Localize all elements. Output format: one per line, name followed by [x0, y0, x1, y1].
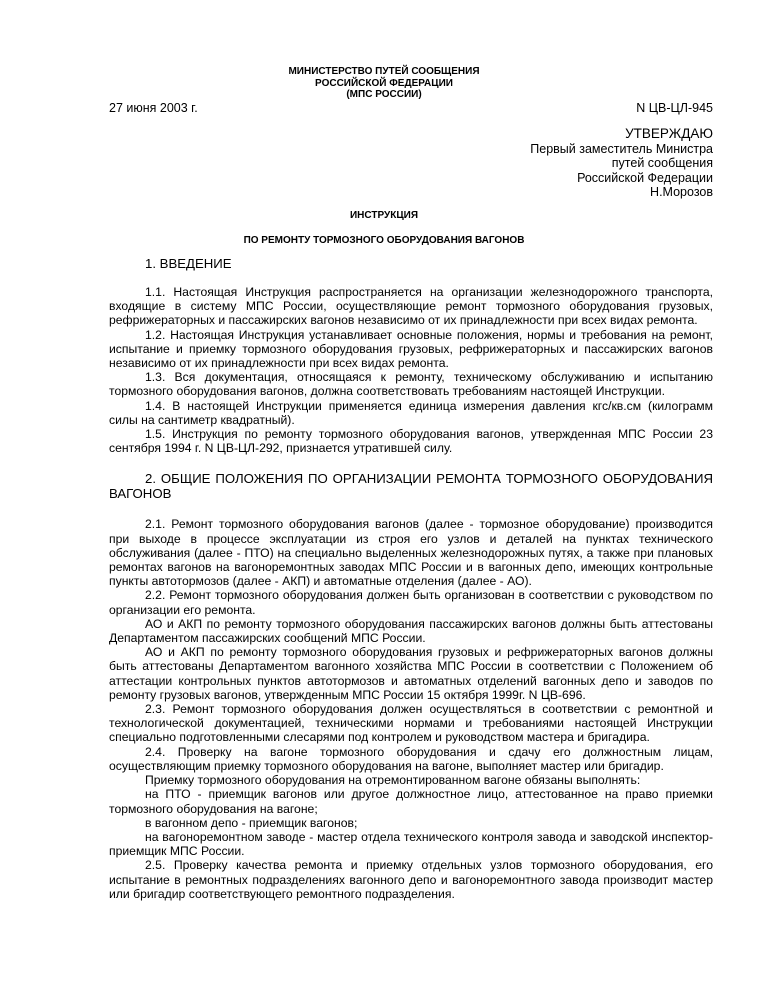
ministry-line-3: (МПС РОССИИ)	[346, 89, 422, 100]
paragraph-2-4-d: на вагоноремонтном заводе - мастер отдела технического контроля завода и заводской инспектор-приемщик МПС России.	[109, 829, 713, 859]
paragraph-1-1: 1.1. Настоящая Инструкция распространяется на организации железнодорожного транспорта, входящие в систему МПС России, осуществляющие ремонт тормозного оборудования грузовых, рефрижераторных и пассажирских вагонов независимо от их принадлежности при всех видах ремонта.	[109, 285, 713, 328]
paragraph-2-2: 2.2. Ремонт тормозного оборудования должен быть организован в соответствии с руководством по организации его ремонта.	[109, 588, 713, 617]
ministry-line-1: МИНИСТЕРСТВО ПУТЕЙ СООБЩЕНИЯ	[288, 66, 480, 77]
approval-block	[530, 127, 713, 200]
paragraph-1-3: 1.3. Вся документация, относящаяся к ремонту, техническому обслуживанию и испытанию тормозного оборудования вагонов, должна соответствовать требованиям настоящей Инструкции.	[109, 370, 713, 399]
paragraph-1-2: 1.2. Настоящая Инструкция устанавливает основные положения, нормы и требования на ремонт, испытание и приемку тормозного оборудования грузовых, рефрижераторных и пассажирских вагонов независимо от их принадлежности при всех видах ремонта.	[109, 327, 713, 371]
paragraph-2-2-b: АО и АКП по ремонту тормозного оборудования грузовых и рефрижераторных вагонов должны быть аттестованы Департаментом вагонного хозяйства МПС России в соответствии с Положением об аттестации контрольных пунктов автотормозов и автоматных отделений вагонных депо и заводов по ремонту грузовых вагонов, утвержденным МПС России 15 октября 1999г. N ЦВ-696.	[109, 645, 713, 702]
approval-position-line-1: Первый заместитель Министра	[530, 141, 713, 156]
paragraph-2-4-b: на ПТО - приемщик вагонов или другое должностное лицо, аттестованное на право приемки тормозного оборудования на вагоне;	[109, 787, 713, 816]
paragraph-2-4-c: в вагонном депо - приемщик вагонов;	[145, 815, 358, 830]
ministry-header	[0, 66, 768, 101]
ministry-line-2: РОССИЙСКОЙ ФЕДЕРАЦИИ	[315, 77, 453, 89]
section-1-heading: 1. ВВЕДЕНИЕ	[145, 256, 232, 271]
document-number: N ЦВ-ЦЛ-945	[636, 101, 713, 115]
document-subtitle: ПО РЕМОНТУ ТОРМОЗНОГО ОБОРУДОВАНИЯ ВАГОНОВ	[243, 235, 525, 246]
approval-position-line-2: путей сообщения	[611, 156, 713, 171]
paragraph-2-2-a: АО и АКП по ремонту тормозного оборудования пассажирских вагонов должны быть аттестованы Департаментом пассажирских сообщений МПС России.	[109, 616, 713, 646]
paragraph-2-4: 2.4. Проверку на вагоне тормозного оборудования и сдачу его должностным лицам, осуществляющим приемку тормозного оборудования на вагоне, выполняет мастер или бригадир.	[109, 744, 713, 773]
paragraph-2-5: 2.5. Проверку качества ремонта и приемку отдельных узлов тормозного оборудования, его испытание в ремонтных подразделениях вагонного депо и вагоноремонтного завода производит мастер или бригадир соответствующего ремонтного подразделения.	[109, 858, 713, 901]
document-date: 27 июня 2003 г.	[109, 101, 198, 115]
approval-position-line-3: Российской Федерации	[577, 170, 713, 185]
paragraph-2-4-a: Приемку тормозного оборудования на отремонтированном вагоне обязаны выполнять:	[145, 773, 641, 788]
approval-heading: УТВЕРЖДАЮ	[625, 126, 713, 141]
paragraph-2-3: 2.3. Ремонт тормозного оборудования должен осуществляться в соответствии с ремонтной и технологической документацией, техническими нормами и требованиями настоящей Инструкции специально подготовленными слесарями под контролем и руководством мастера и бригадира.	[109, 702, 713, 745]
document-title: ИНСТРУКЦИЯ	[349, 210, 419, 221]
approval-signatory: Н.Морозов	[650, 185, 713, 200]
paragraph-2-1: 2.1. Ремонт тормозного оборудования вагонов (далее - тормозное оборудование) производится при выходе в процессе эксплуатации из строя его узлов и деталей на пунктах технического обслуживания (далее - ПТО) на специально выделенных железнодорожных путях, а также при плановых ремонтах вагонов на вагоноремонтных заводах МПС России и в вагонных депо, имеющих контрольные пункты автотормозов (далее - АКП) и автоматные отделения (далее - АО).	[109, 517, 713, 589]
document-body	[109, 256, 713, 901]
paragraph-1-4: 1.4. В настоящей Инструкции применяется единица измерения давления кгс/кв.см (килограмм силы на сантиметр квадратный).	[109, 398, 713, 427]
paragraph-1-5: 1.5. Инструкция по ремонту тормозного оборудования вагонов, утвержденная МПС России 23 сентября 1994 г. N ЦВ-ЦЛ-292, признается утратившей силу.	[109, 427, 713, 456]
section-2-heading: 2. ОБЩИЕ ПОЛОЖЕНИЯ ПО ОРГАНИЗАЦИИ РЕМОНТА ТОРМОЗНОГО ОБОРУДОВАНИЯ ВАГОНОВ	[109, 471, 713, 502]
